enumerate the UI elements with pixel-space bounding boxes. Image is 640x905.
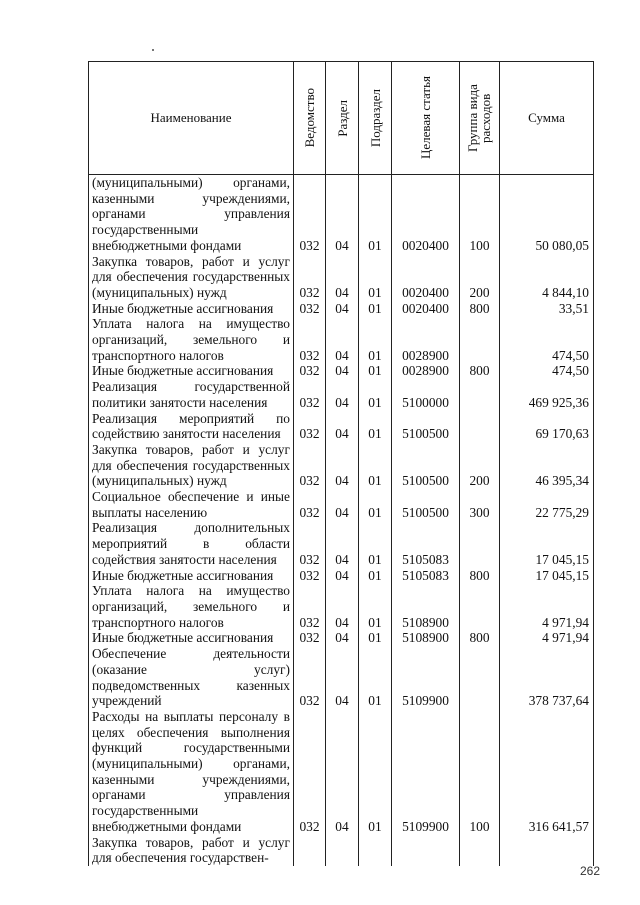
cell-celevaya-statya: 0020400 bbox=[392, 175, 460, 254]
cell-razdel: 04 bbox=[326, 379, 359, 410]
cell-summa: 474,50 bbox=[500, 316, 594, 363]
cell-name: Иные бюджетные ассигнования bbox=[89, 301, 294, 317]
cell-podrazdel: 01 bbox=[359, 568, 392, 584]
cell-gruppa: 100 bbox=[460, 709, 500, 835]
cell-name: Закупка товаров, работ и услуг для обеспечения государственных (муниципальных) нужд bbox=[89, 254, 294, 301]
cell-celevaya-statya: 0028900 bbox=[392, 316, 460, 363]
cell-vedomstvo: 032 bbox=[294, 379, 326, 410]
cell-gruppa bbox=[460, 520, 500, 567]
cell-gruppa bbox=[460, 411, 500, 442]
table-row bbox=[89, 442, 594, 489]
cell-gruppa: 800 bbox=[460, 630, 500, 646]
cell-podrazdel bbox=[359, 835, 392, 866]
cell-summa: 316 641,57 bbox=[500, 709, 594, 835]
cell-vedomstvo bbox=[294, 835, 326, 866]
cell-vedomstvo: 032 bbox=[294, 316, 326, 363]
cell-gruppa bbox=[460, 379, 500, 410]
header-podrazdel: Подраздел bbox=[359, 62, 392, 175]
cell-name: Закупка товаров, работ и услуг для обеспечения государственных (муниципальных) нужд bbox=[89, 442, 294, 489]
cell-razdel: 04 bbox=[326, 489, 359, 520]
cell-name: Реализация мероприятий по содействию занятости населения bbox=[89, 411, 294, 442]
table-row bbox=[89, 583, 594, 630]
table-body bbox=[89, 175, 594, 866]
cell-name: Иные бюджетные ассигнования bbox=[89, 363, 294, 379]
cell-name: Уплата налога на имущество организаций, земельного и транспортного налогов bbox=[89, 583, 294, 630]
cell-celevaya-statya: 5100500 bbox=[392, 411, 460, 442]
cell-summa: 46 395,34 bbox=[500, 442, 594, 489]
table-row bbox=[89, 316, 594, 363]
cell-vedomstvo: 032 bbox=[294, 489, 326, 520]
cell-summa: 50 080,05 bbox=[500, 175, 594, 254]
cell-name: Реализация дополнительных мероприятий в области содействия занятости населения bbox=[89, 520, 294, 567]
cell-name: Уплата налога на имущество организаций, земельного и транспортного налогов bbox=[89, 316, 294, 363]
cell-razdel: 04 bbox=[326, 568, 359, 584]
cell-celevaya-statya: 5100000 bbox=[392, 379, 460, 410]
cell-name: Расходы на выплаты персоналу в целях обеспечения выполнения функций государственными (муниципальными) органами, казенными учреждениями, органами управления государственными внебюджетными фондами bbox=[89, 709, 294, 835]
cell-vedomstvo: 032 bbox=[294, 583, 326, 630]
cell-vedomstvo: 032 bbox=[294, 646, 326, 709]
table-row bbox=[89, 175, 594, 254]
cell-name: Реализация государственной политики занятости населения bbox=[89, 379, 294, 410]
cell-summa: 69 170,63 bbox=[500, 411, 594, 442]
page-number: 262 bbox=[580, 864, 601, 878]
table-header-row bbox=[89, 62, 594, 175]
cell-vedomstvo: 032 bbox=[294, 442, 326, 489]
cell-name: Обеспечение деятельности (оказание услуг) подведомственных казенных учреждений bbox=[89, 646, 294, 709]
cell-vedomstvo: 032 bbox=[294, 254, 326, 301]
cell-celevaya-statya: 5109900 bbox=[392, 709, 460, 835]
table-row bbox=[89, 489, 594, 520]
cell-vedomstvo: 032 bbox=[294, 363, 326, 379]
cell-razdel: 04 bbox=[326, 316, 359, 363]
cell-gruppa bbox=[460, 316, 500, 363]
cell-celevaya-statya: 5100500 bbox=[392, 489, 460, 520]
cell-summa: 474,50 bbox=[500, 363, 594, 379]
header-razdel: Раздел bbox=[326, 62, 359, 175]
cell-gruppa: 800 bbox=[460, 363, 500, 379]
table-row bbox=[89, 254, 594, 301]
cell-vedomstvo: 032 bbox=[294, 709, 326, 835]
cell-podrazdel: 01 bbox=[359, 630, 392, 646]
cell-razdel: 04 bbox=[326, 411, 359, 442]
cell-name: Иные бюджетные ассигнования bbox=[89, 630, 294, 646]
table-row bbox=[89, 301, 594, 317]
cell-razdel: 04 bbox=[326, 442, 359, 489]
cell-razdel: 04 bbox=[326, 254, 359, 301]
cell-gruppa: 200 bbox=[460, 254, 500, 301]
cell-podrazdel: 01 bbox=[359, 709, 392, 835]
cell-gruppa bbox=[460, 583, 500, 630]
cell-razdel: 04 bbox=[326, 583, 359, 630]
cell-celevaya-statya: 5100500 bbox=[392, 442, 460, 489]
header-summa: Сумма bbox=[500, 62, 594, 175]
cell-summa: 4 971,94 bbox=[500, 583, 594, 630]
cell-razdel: 04 bbox=[326, 363, 359, 379]
table-row bbox=[89, 630, 594, 646]
cell-gruppa bbox=[460, 835, 500, 866]
cell-razdel: 04 bbox=[326, 709, 359, 835]
table-row bbox=[89, 520, 594, 567]
cell-podrazdel: 01 bbox=[359, 254, 392, 301]
cell-summa: 4 971,94 bbox=[500, 630, 594, 646]
table-row bbox=[89, 646, 594, 709]
cell-celevaya-statya: 5109900 bbox=[392, 646, 460, 709]
cell-podrazdel: 01 bbox=[359, 520, 392, 567]
table-row bbox=[89, 411, 594, 442]
cell-summa bbox=[500, 835, 594, 866]
cell-podrazdel: 01 bbox=[359, 363, 392, 379]
cell-gruppa: 100 bbox=[460, 175, 500, 254]
cell-razdel: 04 bbox=[326, 646, 359, 709]
table-row bbox=[89, 709, 594, 835]
budget-table-container bbox=[88, 61, 593, 866]
cell-vedomstvo: 032 bbox=[294, 301, 326, 317]
header-gruppa-vida-rashodov: Группа вида расходов bbox=[460, 62, 500, 175]
cell-gruppa: 800 bbox=[460, 568, 500, 584]
cell-gruppa: 200 bbox=[460, 442, 500, 489]
cell-gruppa bbox=[460, 646, 500, 709]
cell-vedomstvo: 032 bbox=[294, 630, 326, 646]
cell-name: Закупка товаров, работ и услуг для обеспечения государствен- bbox=[89, 835, 294, 866]
cell-razdel bbox=[326, 835, 359, 866]
cell-name: (муниципальными) органами, казенными учреждениями, органами управления государственными внебюджетными фондами bbox=[89, 175, 294, 254]
table-row bbox=[89, 363, 594, 379]
cell-summa: 33,51 bbox=[500, 301, 594, 317]
cell-podrazdel: 01 bbox=[359, 301, 392, 317]
cell-summa: 17 045,15 bbox=[500, 520, 594, 567]
cell-podrazdel: 01 bbox=[359, 489, 392, 520]
cell-celevaya-statya: 5105083 bbox=[392, 568, 460, 584]
cell-razdel: 04 bbox=[326, 301, 359, 317]
cell-celevaya-statya: 0020400 bbox=[392, 301, 460, 317]
cell-vedomstvo: 032 bbox=[294, 411, 326, 442]
cell-celevaya-statya: 0028900 bbox=[392, 363, 460, 379]
cell-razdel: 04 bbox=[326, 520, 359, 567]
table-row bbox=[89, 835, 594, 866]
scan-speck bbox=[152, 49, 154, 51]
cell-summa: 469 925,36 bbox=[500, 379, 594, 410]
cell-podrazdel: 01 bbox=[359, 316, 392, 363]
cell-gruppa: 800 bbox=[460, 301, 500, 317]
cell-vedomstvo: 032 bbox=[294, 520, 326, 567]
cell-podrazdel: 01 bbox=[359, 583, 392, 630]
cell-podrazdel: 01 bbox=[359, 175, 392, 254]
cell-celevaya-statya: 5105083 bbox=[392, 520, 460, 567]
cell-vedomstvo: 032 bbox=[294, 175, 326, 254]
table-row bbox=[89, 379, 594, 410]
cell-razdel: 04 bbox=[326, 630, 359, 646]
cell-summa: 378 737,64 bbox=[500, 646, 594, 709]
cell-razdel: 04 bbox=[326, 175, 359, 254]
header-name: Наименование bbox=[89, 62, 294, 175]
cell-summa: 17 045,15 bbox=[500, 568, 594, 584]
cell-celevaya-statya: 5108900 bbox=[392, 630, 460, 646]
cell-podrazdel: 01 bbox=[359, 442, 392, 489]
cell-vedomstvo: 032 bbox=[294, 568, 326, 584]
cell-podrazdel: 01 bbox=[359, 646, 392, 709]
cell-name: Иные бюджетные ассигнования bbox=[89, 568, 294, 584]
cell-summa: 22 775,29 bbox=[500, 489, 594, 520]
cell-celevaya-statya: 0020400 bbox=[392, 254, 460, 301]
cell-summa: 4 844,10 bbox=[500, 254, 594, 301]
header-celevaya-statya: Целевая статья bbox=[392, 62, 460, 175]
cell-gruppa: 300 bbox=[460, 489, 500, 520]
table-row bbox=[89, 568, 594, 584]
budget-table bbox=[88, 61, 594, 866]
cell-celevaya-statya bbox=[392, 835, 460, 866]
header-vedomstvo: Ведомство bbox=[294, 62, 326, 175]
cell-name: Социальное обеспечение и иные выплаты населению bbox=[89, 489, 294, 520]
cell-celevaya-statya: 5108900 bbox=[392, 583, 460, 630]
cell-podrazdel: 01 bbox=[359, 379, 392, 410]
cell-podrazdel: 01 bbox=[359, 411, 392, 442]
